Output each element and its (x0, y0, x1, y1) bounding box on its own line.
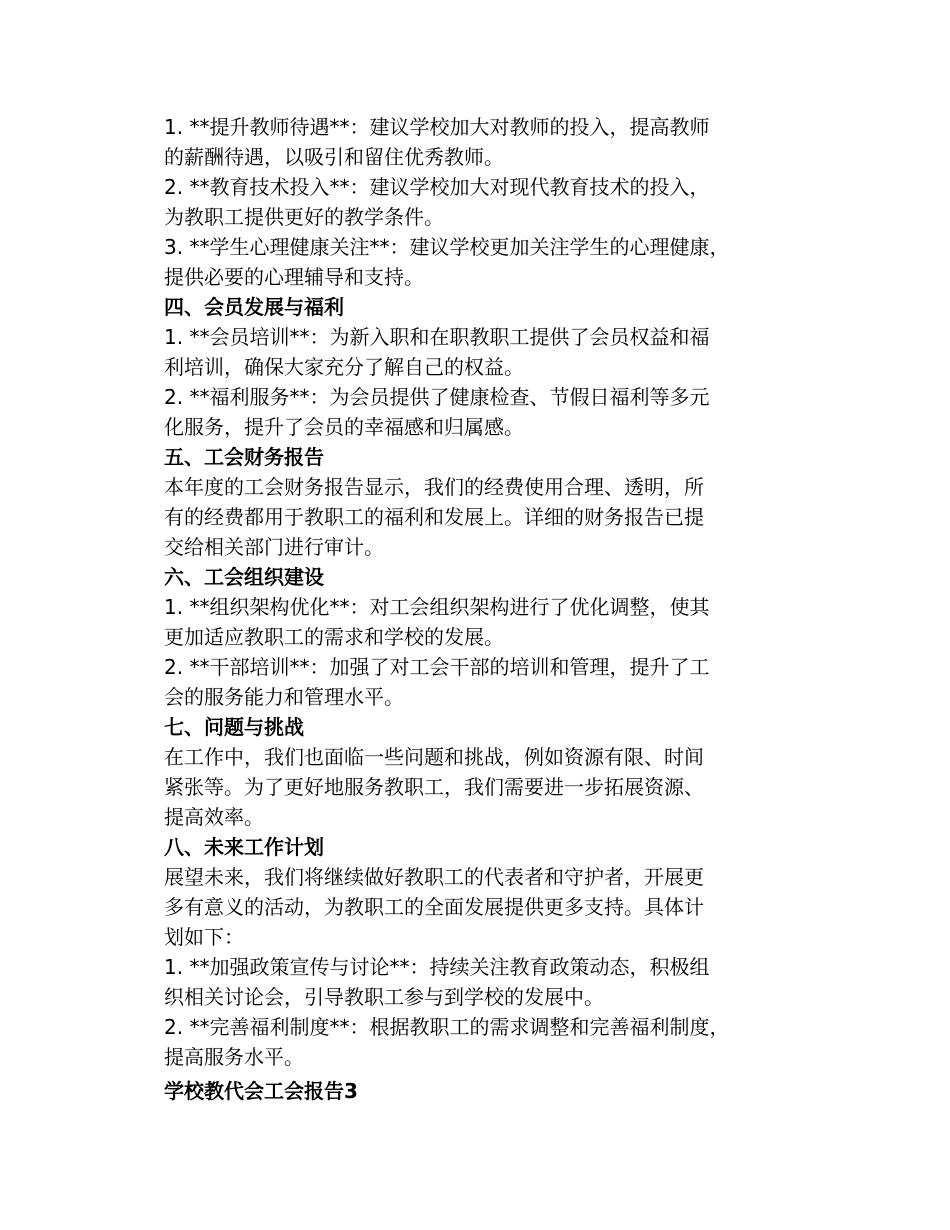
paragraph-line: 交给相关部门进行审计。 (164, 535, 384, 559)
paragraph-line: 1. **组织架构优化**：对工会组织架构进行了优化调整，使其 (164, 595, 710, 619)
paragraph-line: 在工作中，我们也面临一些问题和挑战，例如资源有限、时间 (164, 745, 704, 769)
paragraph-line: 化服务，提升了会员的幸福感和归属感。 (164, 415, 524, 439)
paragraph-line: 提高效率。 (164, 805, 264, 829)
paragraph-line: 会的服务能力和管理水平。 (164, 685, 404, 709)
paragraph-line: 利培训，确保大家充分了解自己的权益。 (164, 355, 524, 379)
paragraph-line: 多有意义的活动，为教职工的全面发展提供更多支持。具体计 (164, 895, 704, 919)
document-body (164, 112, 796, 1106)
section-heading: 五、工会财务报告 (164, 445, 324, 469)
paragraph-line: 2. **教育技术投入**：建议学校加大对现代教育技术的投入， (164, 175, 710, 199)
paragraph-line: 展望未来，我们将继续做好教职工的代表者和守护者，开展更 (164, 865, 704, 889)
paragraph-line: 2. **福利服务**：为会员提供了健康检查、节假日福利等多元 (164, 385, 710, 409)
paragraph-line: 1. **提升教师待遇**：建议学校加大对教师的投入，提高教师 (164, 115, 710, 139)
paragraph-line: 紧张等。为了更好地服务教职工，我们需要进一步拓展资源、 (164, 775, 704, 799)
paragraph-line: 1. **加强政策宣传与讨论**：持续关注教育政策动态，积极组 (164, 955, 710, 979)
paragraph-line: 3. **学生心理健康关注**：建议学校更加关注学生的心理健康， (164, 235, 730, 259)
paragraph-line: 有的经费都用于教职工的福利和发展上。详细的财务报告已提 (164, 505, 704, 529)
paragraph-line: 提供必要的心理辅导和支持。 (164, 265, 424, 289)
section-heading: 六、工会组织建设 (164, 565, 324, 589)
paragraph-line: 2. **干部培训**：加强了对工会干部的培训和管理，提升了工 (164, 655, 710, 679)
paragraph-line: 更加适应教职工的需求和学校的发展。 (164, 625, 504, 649)
paragraph-line: 2. **完善福利制度**：根据教职工的需求调整和完善福利制度， (164, 1015, 730, 1039)
section-heading: 七、问题与挑战 (164, 715, 304, 739)
paragraph-line: 的薪酬待遇，以吸引和留住优秀教师。 (164, 145, 504, 169)
paragraph-line: 划如下： (164, 925, 244, 949)
paragraph-line: 本年度的工会财务报告显示，我们的经费使用合理、透明，所 (164, 475, 704, 499)
paragraph-line: 提高服务水平。 (164, 1045, 304, 1069)
section-heading: 四、会员发展与福利 (164, 295, 344, 319)
section-heading: 八、未来工作计划 (164, 835, 324, 859)
next-report-title: 学校教代会工会报告3 (164, 1079, 358, 1103)
paragraph-line: 为教职工提供更好的教学条件。 (164, 205, 444, 229)
paragraph-line: 织相关讨论会，引导教职工参与到学校的发展中。 (164, 985, 604, 1009)
paragraph-line: 1. **会员培训**：为新入职和在职教职工提供了会员权益和福 (164, 325, 710, 349)
